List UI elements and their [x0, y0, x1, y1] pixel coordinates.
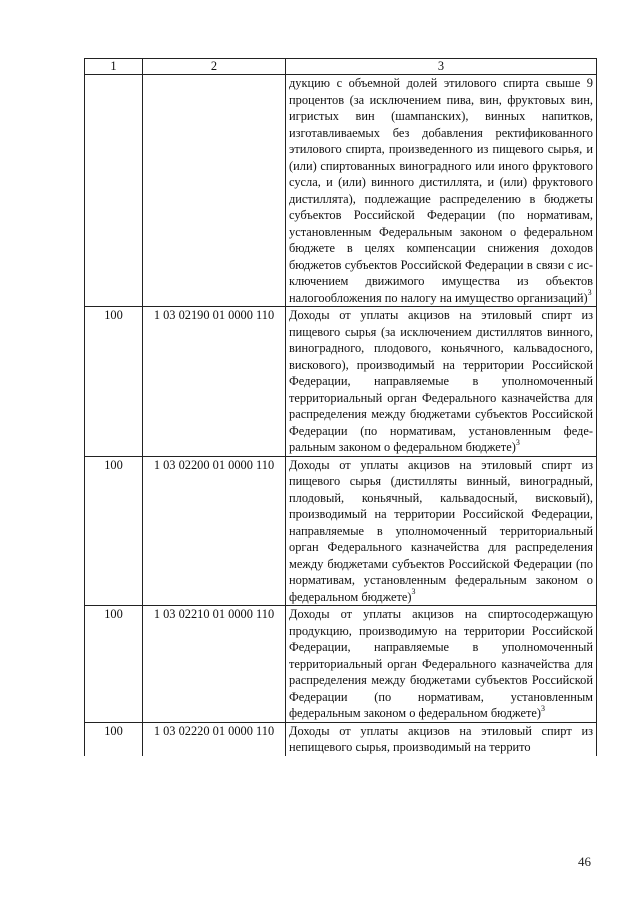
- description-text: Доходы от уплаты акцизов на этиловый спирт из пищевого сырья (за исключением дистиллятов винного, виноградного, плодового, коньячного, кальвадосного, вискового), производимый на территории Российской Федерации, направляемые в уполномоченный территориальный орган Федерального казначейства для распределения между бюджетами субъектов Российской Федерации (по нормативам, установленным федеральным законом о федеральном бюджете): [289, 308, 593, 454]
- column-header: 1: [85, 59, 143, 75]
- table-row: [85, 75, 597, 307]
- description-cell: [286, 606, 597, 723]
- page-number: 46: [578, 854, 591, 869]
- admin-code-cell: 100: [85, 606, 143, 723]
- admin-code-cell: 100: [85, 456, 143, 606]
- description-text: дукцию с объемной долей этилового спирта свыше 9 процентов (за исключением пива, вин, фруктовых вин, игристых вин (шампанских), винных напитков, изготавливаемых без добавления ректификованного этилового спирта, произведенного из пищевого сырья, и (или) спиртованных виноградного или иного фруктового сусла, и (или) винного дистиллята, и (или) фруктового дистиллята), подлежащие распределению в бюджеты субъектов Российской Федерации (по нормативам, установленным Федеральным законом о федеральном бюджете в целях компенсации снижения доходов бюджетов субъектов Российской Федерации в связи с исключением движимого имущества из объектов налогообложения по налогу на имущество организаций): [289, 76, 593, 305]
- description-text: Доходы от уплаты акцизов на спиртосодержащую продукцию, производимую на территории Российской Федерации, направляемые в уполномоченный территориальный орган Федерального казначейства для распределения между бюджетами субъектов Российской Федерации (по нормативам, установленным федеральным законом о федеральном бюджете): [289, 607, 593, 720]
- table-row: [85, 307, 597, 457]
- description-cell: [286, 456, 597, 606]
- footnote-marker: 3: [587, 288, 592, 298]
- budget-code-cell: 1 03 02210 01 0000 110: [143, 606, 286, 723]
- budget-code-cell: 1 03 02190 01 0000 110: [143, 307, 286, 457]
- description-cell: [286, 75, 597, 307]
- table-row: [85, 722, 597, 756]
- admin-code-cell: 100: [85, 722, 143, 756]
- footnote-marker: 3: [515, 437, 520, 447]
- table-row: [85, 606, 597, 723]
- footnote-marker: 3: [541, 703, 546, 713]
- table-row: [85, 456, 597, 606]
- column-header: 2: [143, 59, 286, 75]
- description-text: Доходы от уплаты акцизов на этиловый спирт из пищевого сырья (дистилляты винный, виноградный, плодовый, коньячный, кальвадосный, висковый), производимый на территории Российской Федерации, направляемые в уполномоченный территориальный орган Федерального казначейства для распределения между бюджетами субъектов Российской Федерации (по нормативам, установленным федеральным законом о федеральном бюджете): [289, 457, 593, 604]
- admin-code-cell: [85, 75, 143, 307]
- footnote-marker: 3: [411, 587, 416, 597]
- budget-classification-table: [84, 58, 597, 756]
- description-cell: [286, 722, 597, 756]
- admin-code-cell: 100: [85, 307, 143, 457]
- description-cell: [286, 307, 597, 457]
- budget-code-cell: 1 03 02220 01 0000 110: [143, 722, 286, 756]
- budget-code-cell: [143, 75, 286, 307]
- budget-code-cell: 1 03 02200 01 0000 110: [143, 456, 286, 606]
- column-header: 3: [286, 59, 597, 75]
- table-header-row: [85, 59, 597, 75]
- description-text: Доходы от уплаты акцизов на этиловый спирт из непищевого сырья, производимый на террито: [289, 723, 593, 754]
